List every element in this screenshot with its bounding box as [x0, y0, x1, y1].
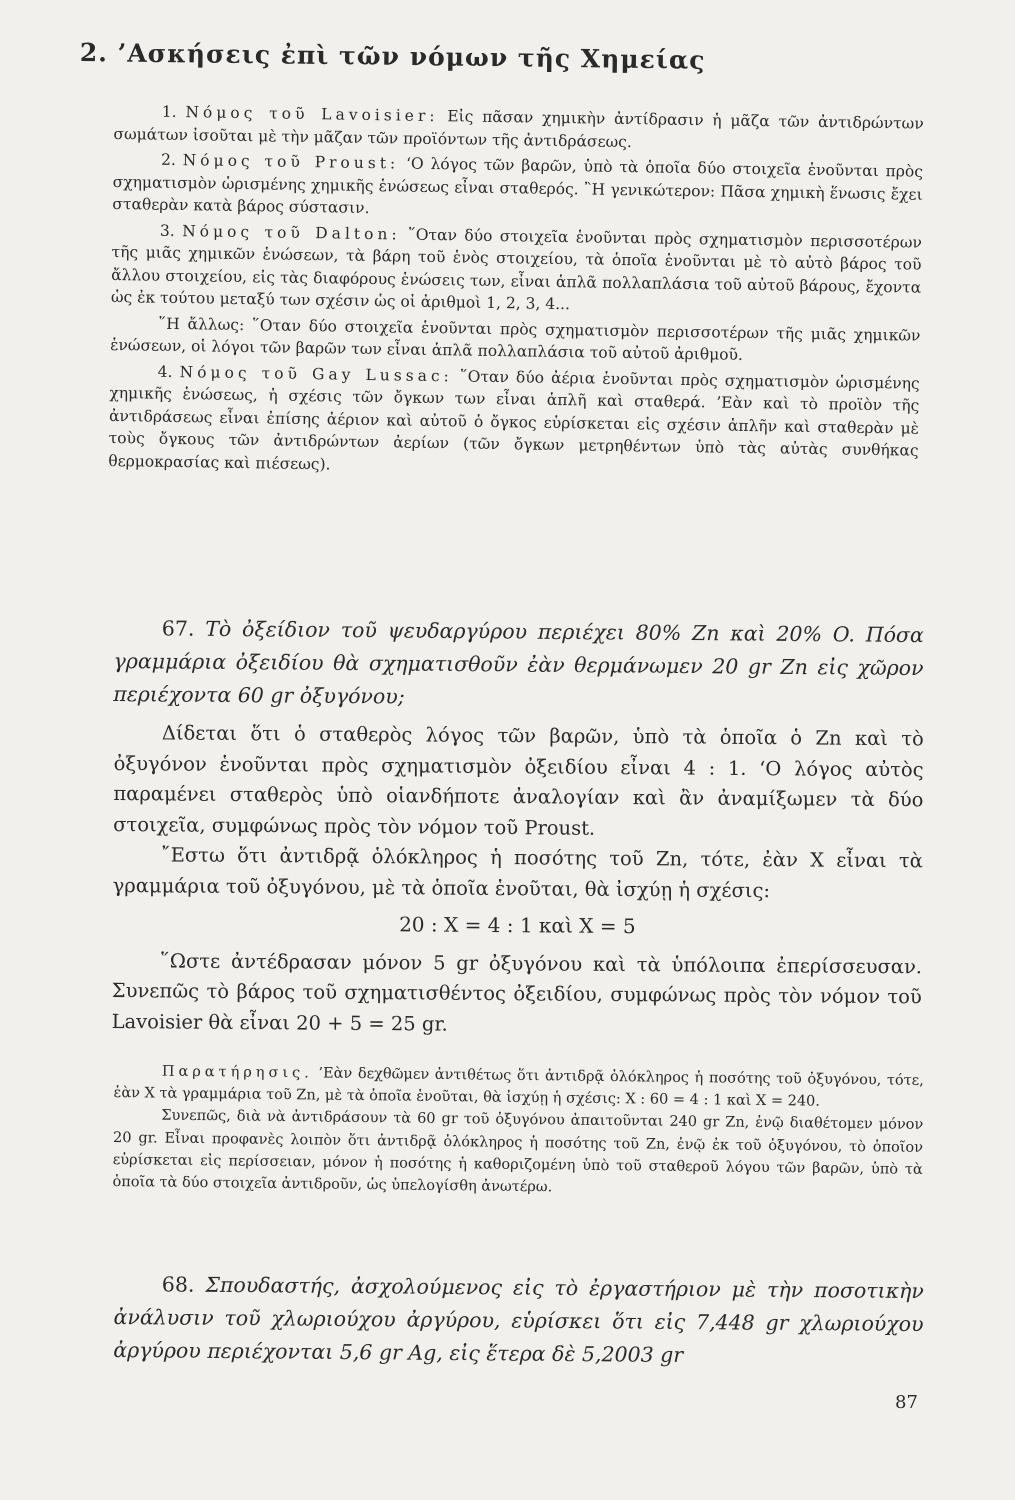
law-item: 4. Νόμος τοῦ Gay Lussac: ῞Οταν δύο ἀέρια ἑνοῦνται πρὸς σχηματισμὸν ὡρισμένης χημικῆς ἑνώσεως, ἡ σχέσις τῶν ὄγκων των εἶναι ἁπλῆ καὶ σταθερά. ’Εὰν καὶ τὸ προϊὸν τῆς ἀντιδράσεως εἶναι ἐπίσης ἀέριον καὶ αὐτοῦ ὁ ὄγκος εὑρίσκεται εἰς σχέσιν ἁπλῆν καὶ σταθερὰν μὲ τοὺς ὄγκους τῶν ἀντιδρώντων ἀερίων (τῶν ὄγκων μετρηθέντων ὑπὸ τὰς αὐτὰς συνθήκας θερμοκρασίας καὶ πιέσεως).	[108, 362, 920, 473]
law-text: ῞Οταν δύο ἀέρια ἑνοῦνται πρὸς σχηματισμὸν ὡρισμένης χημικῆς ἑνώσεως, ἡ σχέσις τῶν ὄγκων των εἶναι ἁπλῆ καὶ σταθερά. ’Εὰν καὶ τὸ προϊὸν τῆς ἀντιδράσεως εἶναι ἐπίσης ἀέριον καὶ αὐτοῦ ὁ ὄγκος εὑρίσκεται εἰς σχέσιν ἁπλῆν καὶ σταθερὰν μὲ τοὺς ὄγκους τῶν ἀντιδρώντων ἀερίων (τῶν ὄγκων μετρηθέντων ὑπὸ τὰς αὐτὰς συνθήκας θερμοκρασίας καὶ πιέσεως).	[108, 366, 920, 473]
exercise-question: Τὸ ὀξείδιον τοῦ ψευδαργύρου περιέχει 80% Zn καὶ 20% O. Πόσα γραμμάρια ὀξειδίου θὰ σχηματισθοῦν ἐὰν θερμάνωμεν 20 gr Zn εἰς χῶρον περιέχοντα 60 gr ὀξυγόνου;	[113, 616, 924, 709]
equation: 20 : X = 4 : 1 καὶ X = 5	[399, 912, 636, 939]
law-item: 1. Νόμος τοῦ Lavoisier: Εἰς πᾶσαν χημικὴν ἀντίδρασιν ἡ μᾶζα τῶν ἀντιδρώντων σωμάτων ἰσοῦται μὲ τὴν μᾶζαν τῶν προϊόντων τῆς ἀντιδράσεως.	[113, 102, 924, 151]
laws-list	[108, 100, 924, 488]
law-extra: ῞Η ἄλλως: ῞Οταν δύο στοιχεῖα ἑνοῦνται πρὸς σχηματισμὸν περισσοτέρων τῆς μιᾶς χημικῶν ἑνώσεων, οἱ λόγοι τῶν βαρῶν των εἶναι ἁπλᾶ πολλαπλάσια τοῦ αὐτοῦ ἀριθμοῦ.	[110, 314, 921, 364]
law-text: Εἰς πᾶσαν χημικὴν ἀντίδρασιν ἡ μᾶζα τῶν ἀντιδρώντων σωμάτων ἰσοῦται μὲ τὴν μᾶζαν τῶν προϊόντων τῆς ἀντιδράσεως.	[113, 107, 924, 151]
exercise-question: Σπουδαστής, ἀσχολούμενος εἰς τὸ ἐργαστήριον μὲ τὴν ποσοτικὴν ἀνάλυσιν τοῦ χλωριούχου ἀργύρου, εὑρίσκει ὅτι εἰς 7,448 gr χλωριούχου ἀργύρου περιέχονται 5,6 gr Ag, εἰς ἕτερα δὲ 5,2003 gr	[113, 1272, 924, 1367]
law-item: 2. Νόμος τοῦ Proust: ‘Ο λόγος τῶν βαρῶν, ὑπὸ τὰ ὁποῖα δύο στοιχεῖα ἑνοῦνται πρὸς σχηματισμὸν ὡρισμένης χημικῆς ἑνώσεως εἶναι σταθερός. ῍Η γενικώτερον: Πᾶσα χημικὴ ἕνωσις ἔχει σταθερὰν κατὰ βάρος σύστασιν.	[112, 150, 924, 218]
solution-paragraph: ῎Εστω ὅτι ἀντιδρᾷ ὁλόκληρος ἡ ποσότης τοῦ Zn, τότε, ἐὰν X εἶναι τὰ γραμμάρια τοῦ ὀξυγόνου, μὲ τὰ ὁποῖα ἑνοῦται, θὰ ἰσχύῃ ἡ σχέσις:	[112, 843, 923, 902]
exercise-68-question	[113, 1268, 924, 1374]
exercise-67-question	[113, 612, 924, 718]
law-text: ῞Οταν δύο στοιχεῖα ἑνοῦνται πρὸς σχηματισμὸν περισσοτέρων τῆς μιᾶς χημικῶν ἑνώσεων, τὰ βάρη τοῦ ἑνὸς στοιχείου, τὰ ὁποῖα ἑνοῦνται μὲ τὸ αὐτὸ βάρος τοῦ ἄλλου στοιχείου, εἰς τὰς διαφόρους ἑνώσεις των, εἶναι ἁπλᾶ πολλαπλάσια τοῦ αὐτοῦ βάρους, ἔχοντα ὡς ἐκ τούτου μεταξύ των σχέσιν ὡς οἱ ἀριθμοὶ 1, 2, 3, 4...	[110, 225, 922, 314]
exercise-67-solution	[111, 718, 923, 1043]
page-number: 87	[895, 1392, 918, 1413]
law-name: Νόμος τοῦ Proust:	[182, 151, 400, 173]
solution-conclusion: ῞Ωστε ἀντέδρασαν μόνον 5 gr ὀξυγόνου καὶ τὰ ὑπόλοιπα ἐπερίσσευσαν. Συνεπῶς τὸ βάρος τοῦ σχηματισθέντος ὀξειδίου, συμφώνως πρὸς τὸν νόμον τοῦ Lavoisier θὰ εἶναι 20 + 5 = 25 gr.	[111, 948, 923, 1036]
note-label: Παρατήρησις.	[161, 1063, 313, 1082]
solution-paragraph: Δίδεται ὅτι ὁ σταθερὸς λόγος τῶν βαρῶν, ὑπὸ τὰ ὁποῖα ὁ Zn καὶ τὸ ὀξυγόνον ἑνοῦνται πρὸς σχηματισμὸν ὀξειδίου εἶναι 4 : 1. ‘Ο λόγος αὐτὸς παραμένει σταθερὸς ὑπὸ οἱανδήποτε ἀναλογίαν καὶ ἂν ἀναμίξωμεν τὰ δύο στοιχεῖα, συμφώνως πρὸς τὸν νόμον τοῦ Proust.	[113, 721, 924, 840]
exercise-number: 67.	[161, 616, 195, 641]
law-name: Νόμος τοῦ Dalton:	[182, 221, 401, 244]
law-text: ‘Ο λόγος τῶν βαρῶν, ὑπὸ τὰ ὁποῖα δύο στοιχεῖα ἑνοῦνται πρὸς σχηματισμὸν ὡρισμένης χημικῆς ἑνώσεως εἶναι σταθερός. ῍Η γενικώτερον: Πᾶσα χημικὴ ἕνωσις ἔχει σταθερὰν κατὰ βάρος σύστασιν.	[112, 154, 924, 218]
section-title: ’Ασκήσεις ἐπὶ τῶν νόμων τῆς Χημείας	[117, 38, 706, 75]
exercise-67-note	[112, 1060, 924, 1203]
law-name: Νόμος τοῦ Lavoisier:	[185, 103, 439, 126]
law-name: Νόμος τοῦ Gay Lussac:	[179, 362, 454, 385]
note-paragraph-2: Συνεπῶς, διὰ νὰ ἀντιδράσουν τὰ 60 gr τοῦ ὀξυγόνου ἀπαιτοῦνται 240 gr Zn, ἐνῷ διαθέτομεν μόνον 20 gr. Εἶναι προφανὲς λοιπὸν ὅτι ἀντιδρᾷ ὁλόκληρος ἡ ποσότης τοῦ Zn, ἐνῷ ἐκ τοῦ ὀξυγόνου, τὸ ὁποῖον εὑρίσκεται εἰς περίσσειαν, μόνον ἡ ποσότης ἡ καθοριζομένη ὑπὸ τοῦ σταθεροῦ λόγου τῶν βαρῶν, ὑπὸ τὰ ὁποῖα τὰ δύο στοιχεῖα ἀντιδροῦν, ὡς ὑπελογίσθη ἀνωτέρω.	[112, 1107, 924, 1196]
law-item: 3. Νόμος τοῦ Dalton: ῞Οταν δύο στοιχεῖα ἑνοῦνται πρὸς σχηματισμὸν περισσοτέρων τῆς μιᾶς χημικῶν ἑνώσεων, τὰ βάρη τοῦ ἑνὸς στοιχείου, τὰ ὁποῖα ἑνοῦνται μὲ τὸ αὐτὸ βάρος τοῦ ἄλλου στοιχείου, εἰς τὰς διαφόρους ἑνώσεις των, εἶναι ἁπλᾶ πολλαπλάσια τοῦ αὐτοῦ βάρους, ἔχοντα ὡς ἐκ τούτου μεταξύ των σχέσιν ὡς οἱ ἀριθμοὶ 1, 2, 3, 4...	[110, 221, 922, 314]
note-text: ’Εὰν δεχθῶμεν ἀντιθέτως ὅτι ἀντιδρᾷ ὁλόκληρος ἡ ποσότης τοῦ ὀξυγόνου, τότε, ἐὰν X τὰ γραμμάρια τοῦ Zn, μὲ τὰ ὁποῖα ἑνοῦται, θὰ ἰσχύῃ ἡ σχέσις: X : 60 = 4 : 1 καὶ X = 240.	[113, 1065, 924, 1110]
section-heading	[80, 38, 940, 78]
section-number: 2.	[79, 38, 109, 68]
exercise-number: 68.	[161, 1272, 195, 1297]
